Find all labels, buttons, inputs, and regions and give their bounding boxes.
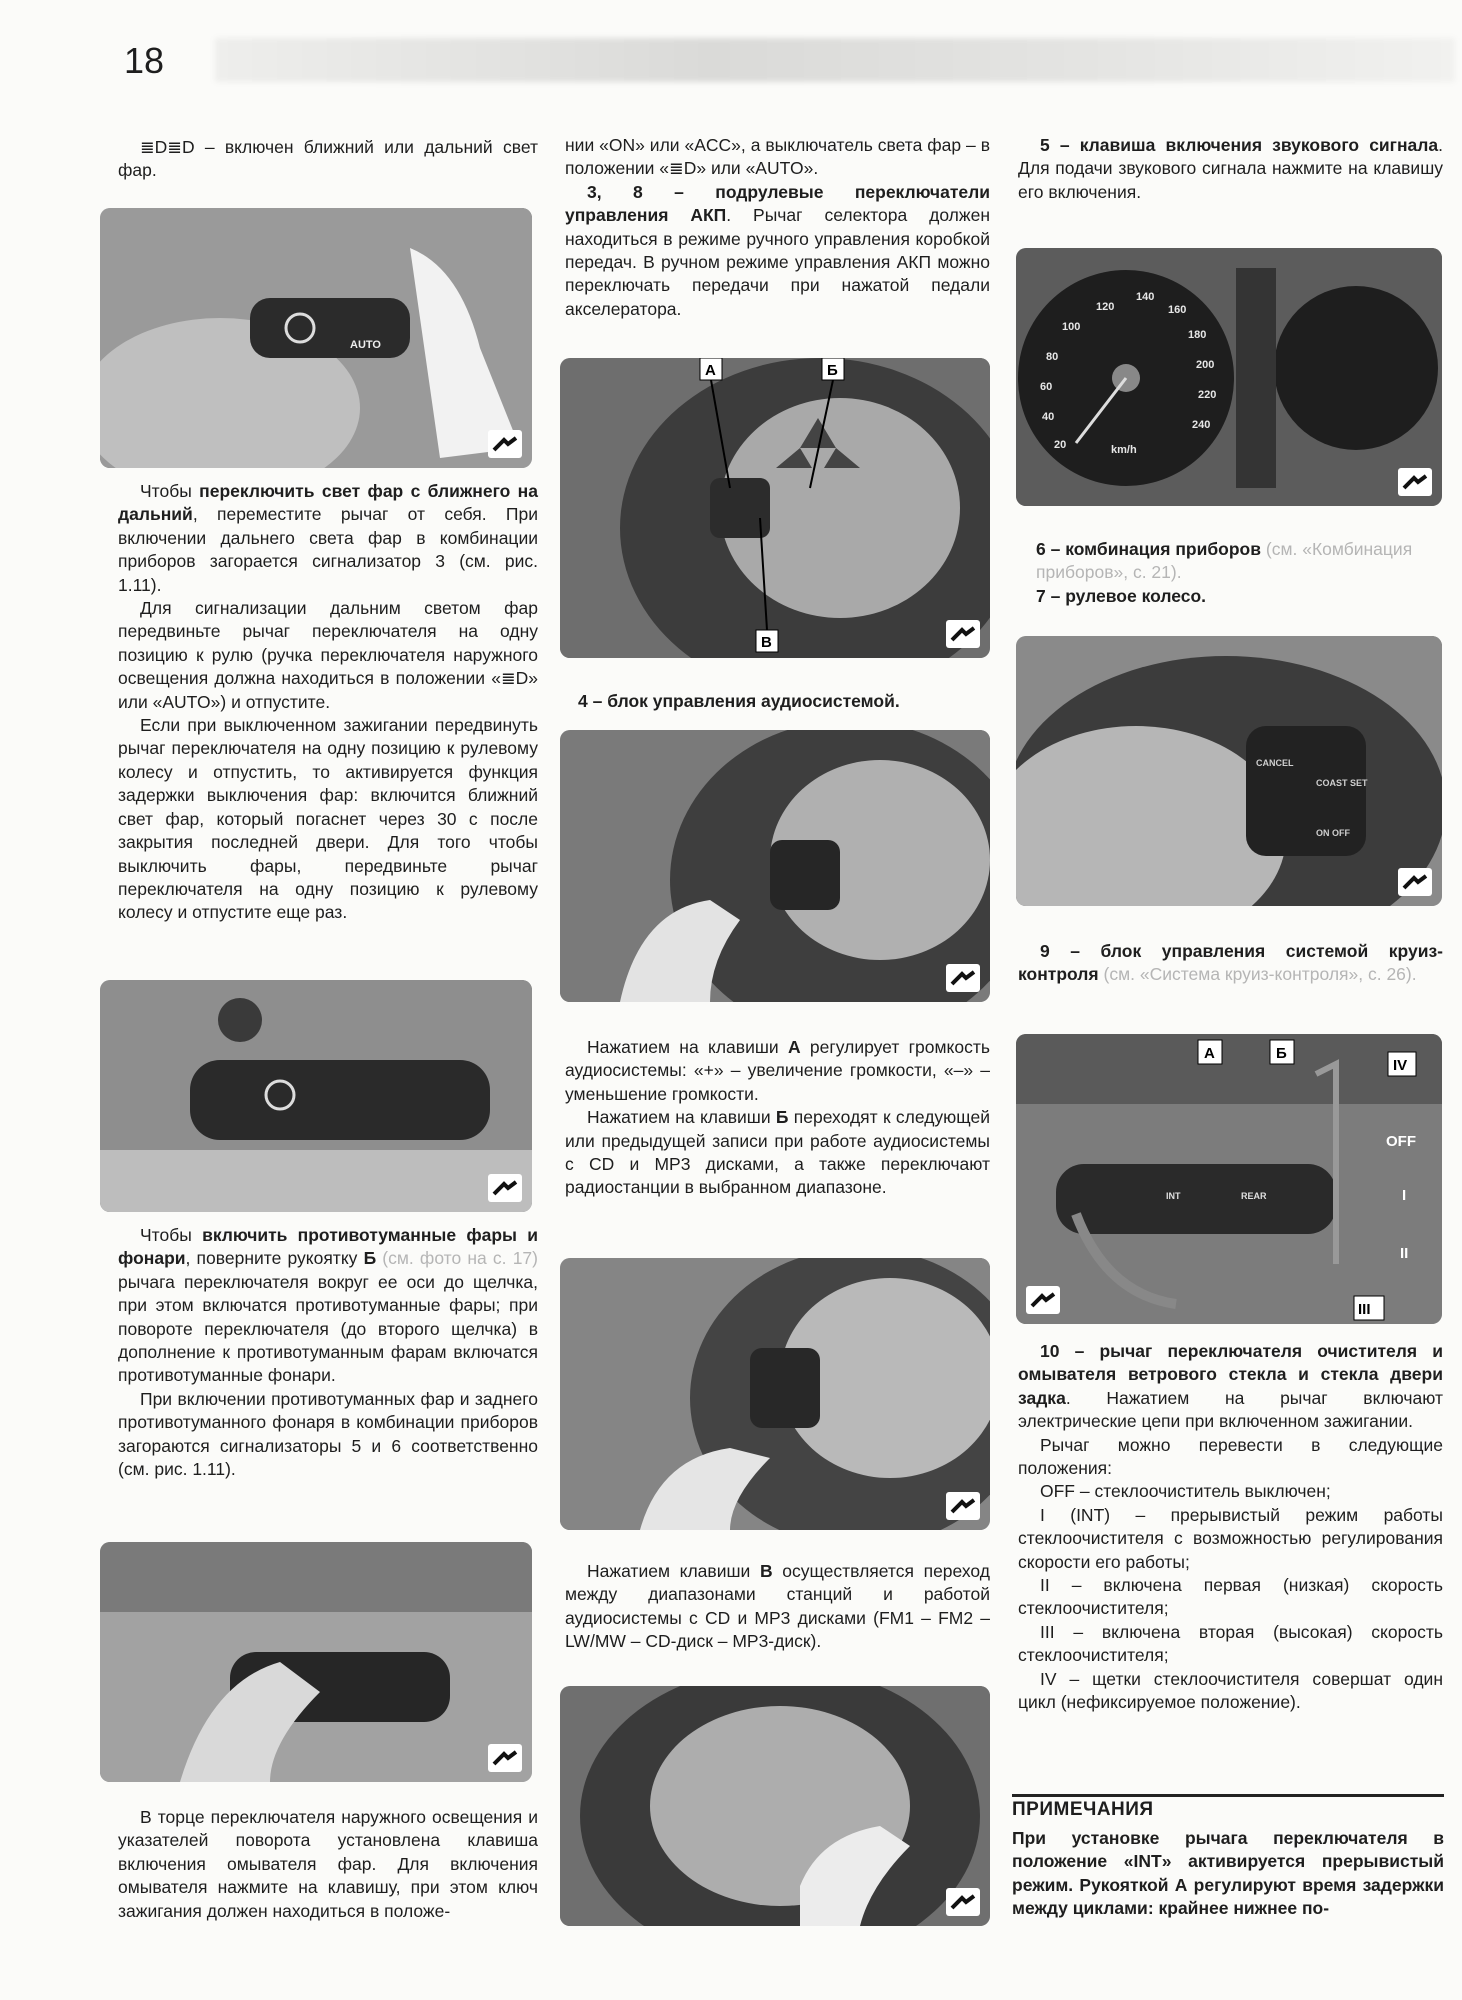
svg-text:II: II: [1400, 1245, 1409, 1262]
svg-text:OFF: OFF: [1386, 1133, 1416, 1150]
paragraph: Чтобы переключить свет фар с ближнего на дальний, переместите рычаг от себя. При включении дальнего света фар в комбинации приборов загорается сигнализатор 3 (см. рис. 1.11).: [118, 481, 538, 595]
svg-text:20: 20: [1054, 439, 1067, 451]
notes-box: [1012, 1794, 1444, 1921]
paragraph: Рычаг можно перевести в следующие положения:: [1018, 1434, 1443, 1479]
svg-text:120: 120: [1096, 301, 1115, 313]
figure-caption: 4 – блок управления аудиосистемой.: [578, 691, 900, 711]
paragraph: Нажатием на клавиши А регулирует громкость аудиосистемы: «+» – увеличение громкости, «–» – уменьшение громкости.: [565, 1037, 990, 1104]
paragraph: Нажатием на клавиши Б переходят к следующей или предыдущей записи при работе аудиосистемы с CD и MP3 дисками, а также переключают радиостанции в выбранном диапазоне.: [565, 1107, 990, 1198]
svg-text:140: 140: [1136, 291, 1155, 303]
photo-illustration: [560, 1258, 990, 1530]
paragraph: ≣D≣D – включен ближний или дальний свет фар.: [118, 137, 538, 181]
svg-text:40: 40: [1042, 411, 1055, 423]
svg-text:km/h: km/h: [1111, 444, 1137, 456]
photo-illustration: [1016, 636, 1442, 906]
camera-direction-icon: [946, 1492, 980, 1520]
photo-illustration: [560, 358, 990, 658]
column-2-text-2: [565, 1036, 990, 1200]
list-item: IV – щетки стеклоочистителя совершат один цикл (нефиксируемое положение).: [1018, 1668, 1443, 1713]
camera-direction-icon: [946, 964, 980, 992]
svg-text:А: А: [1204, 1045, 1215, 1062]
paragraph: Для сигнализации дальним светом фар передвиньте рычаг переключателя на одну позицию к рулю (ручка переключателя наружного освещения должна находиться в положении «≣D» или «AUTO») и отпустите.: [118, 598, 538, 712]
headlight-icon: ≣D: [669, 158, 697, 179]
photo-paddle-shifters: [560, 358, 990, 658]
svg-text:100: 100: [1062, 321, 1081, 333]
svg-text:IV: IV: [1393, 1057, 1408, 1074]
paragraph: нии «ON» или «ACC», а выключатель света фар – в положении «≣D» или «AUTO».: [565, 135, 990, 179]
camera-direction-icon: [1026, 1286, 1060, 1314]
paragraph: В торце переключателя наружного освещения и указателей поворота установлена клавиша включения омывателя фар. Для включения омывателя нажмите на клавишу, при этом ключ зажигания должен находиться в положе-: [118, 1807, 538, 1921]
list-item: III – включена вторая (высокая) скорость стеклоочистителя;: [1018, 1621, 1443, 1666]
paragraph: Если при выключенном зажигании передвинуть рычаг переключателя на одну позицию к рулевому колесу и отпустить, то активируется функция задержки выключения фар: включится ближний свет фар, который погаснет через 30 с после закрытия последней двери. Для того чтобы выключить фары, передвиньте рычаг переключателя на одну позицию к рулевому колесу и отпустите еще раз.: [118, 715, 538, 923]
photo-illustration: [100, 208, 532, 468]
column-3-text-2: [1018, 1340, 1443, 1715]
svg-text:CANCEL: CANCEL: [1256, 758, 1294, 768]
photo-headlight-switch-3: [100, 1542, 532, 1782]
column-2-caption-1: [578, 690, 993, 713]
svg-text:Б: Б: [1276, 1045, 1287, 1062]
photo-headlight-switch-1: [100, 208, 532, 468]
svg-text:REAR: REAR: [1241, 1191, 1267, 1201]
headlight-icon: ≣D≣D: [140, 137, 195, 157]
photo-cruise-control: [1016, 636, 1442, 906]
scan-smudge: [215, 38, 1455, 82]
list-item: I (INT) – прерывистый режим работы стеклоочистителя с возможностью регулирования скорости его работы;: [1018, 1504, 1443, 1572]
column-1-text-3: [118, 1224, 538, 1481]
notes-body: При установке рычага переключателя в положение «INT» активируется прерывистый режим. Рукояткой А регулируют время задержки между циклами: крайнее нижнее по-: [1012, 1828, 1444, 1919]
column-1: [118, 136, 538, 183]
photo-audio-control-2: [560, 1258, 990, 1530]
camera-direction-icon: [1398, 868, 1432, 896]
column-3-captions: [1036, 538, 1436, 608]
list-item: II – включена первая (низкая) скорость стеклоочистителя;: [1018, 1575, 1443, 1619]
svg-text:III: III: [1358, 1301, 1371, 1318]
figure-caption: 7 – рулевое колесо.: [1036, 585, 1207, 606]
photo-illustration: [1016, 248, 1442, 506]
column-3-caption-3: [1018, 940, 1443, 987]
svg-text:240: 240: [1192, 419, 1211, 431]
photo-illustration: [100, 1542, 532, 1782]
photo-illustration: [560, 1686, 990, 1926]
camera-direction-icon: [946, 620, 980, 648]
column-3: [1018, 134, 1443, 204]
svg-text:220: 220: [1198, 389, 1217, 401]
photo-illustration: [560, 730, 990, 1002]
camera-direction-icon: [946, 1888, 980, 1916]
svg-text:80: 80: [1046, 351, 1059, 363]
photo-illustration: [100, 980, 532, 1212]
column-2: [565, 134, 990, 321]
figure-caption: 9 – блок управления системой круиз-контроля (см. «Система круиз-контроля», с. 26).: [1018, 941, 1443, 985]
paragraph: 10 – рычаг переключателя очистителя и омывателя ветрового стекла и стекла двери задка. Нажатием на рычаг включают электрические цепи при включенном зажигании.: [1018, 1341, 1443, 1432]
svg-text:INT: INT: [1166, 1191, 1181, 1201]
page-number: 18: [124, 40, 165, 81]
svg-text:А: А: [705, 362, 716, 379]
column-2-text-3: [565, 1560, 990, 1654]
svg-text:COAST SET: COAST SET: [1316, 778, 1368, 788]
list-item: OFF – стеклоочиститель выключен;: [1040, 1481, 1331, 1502]
svg-text:Б: Б: [827, 362, 838, 379]
photo-horn-button: [560, 1686, 990, 1926]
headlight-icon: ≣D: [500, 668, 529, 689]
photo-headlight-switch-2: [100, 980, 532, 1212]
svg-text:160: 160: [1168, 304, 1187, 316]
svg-text:60: 60: [1040, 381, 1053, 393]
photo-instrument-cluster: [1016, 248, 1442, 506]
svg-text:ON OFF: ON OFF: [1316, 828, 1350, 838]
column-1-text-4: [118, 1806, 538, 1923]
camera-direction-icon: [488, 430, 522, 458]
svg-text:180: 180: [1188, 329, 1207, 341]
svg-text:200: 200: [1196, 359, 1215, 371]
photo-wiper-lever: [1016, 1034, 1442, 1324]
photo-audio-control-1: [560, 730, 990, 1002]
camera-direction-icon: [488, 1174, 522, 1202]
paragraph: 3, 8 – подрулевые переключатели управления АКП. Рычаг селектора должен находиться в режиме ручного управления коробкой передач. В ручном режиме управления АКП можно переключать передачи при нажатой педали акселератора.: [565, 181, 990, 319]
paragraph: 5 – клавиша включения звукового сигнала. Для подачи звукового сигнала нажмите на клавишу его включения.: [1018, 135, 1443, 202]
svg-text:I: I: [1402, 1187, 1407, 1204]
notes-title: ПРИМЕЧАНИЯ: [1012, 1794, 1444, 1821]
svg-text:В: В: [761, 634, 772, 651]
camera-direction-icon: [488, 1744, 522, 1772]
camera-direction-icon: [1398, 468, 1432, 496]
photo-illustration: [1016, 1034, 1442, 1324]
auto-label: AUTO: [350, 339, 381, 351]
paragraph: Чтобы включить противотуманные фары и фонари, поверните рукоятку Б (см. фото на с. 17) рычага переключателя вокруг ее оси до щелчка, при этом включатся противотуманные фары; при повороте переключателя (до второго щелчка) в дополнение к противотуманным фарам включатся противотуманные фонари.: [118, 1225, 538, 1386]
column-1-text-2: [118, 480, 538, 925]
paragraph: Нажатием клавиши В осуществляется переход между диапазонами станций и работой аудиосистемы с CD и MP3 дисками (FM1 – FM2 – LW/MW – CD-диск – MP3-диск).: [565, 1561, 990, 1652]
paragraph: При включении противотуманных фар и заднего противотуманного фонаря в комбинации приборов загораются сигнализаторы 5 и 6 соответственно (см. рис. 1.11).: [118, 1388, 538, 1480]
figure-caption: 6 – комбинация приборов (см. «Комбинация приборов», с. 21).: [1036, 539, 1413, 583]
